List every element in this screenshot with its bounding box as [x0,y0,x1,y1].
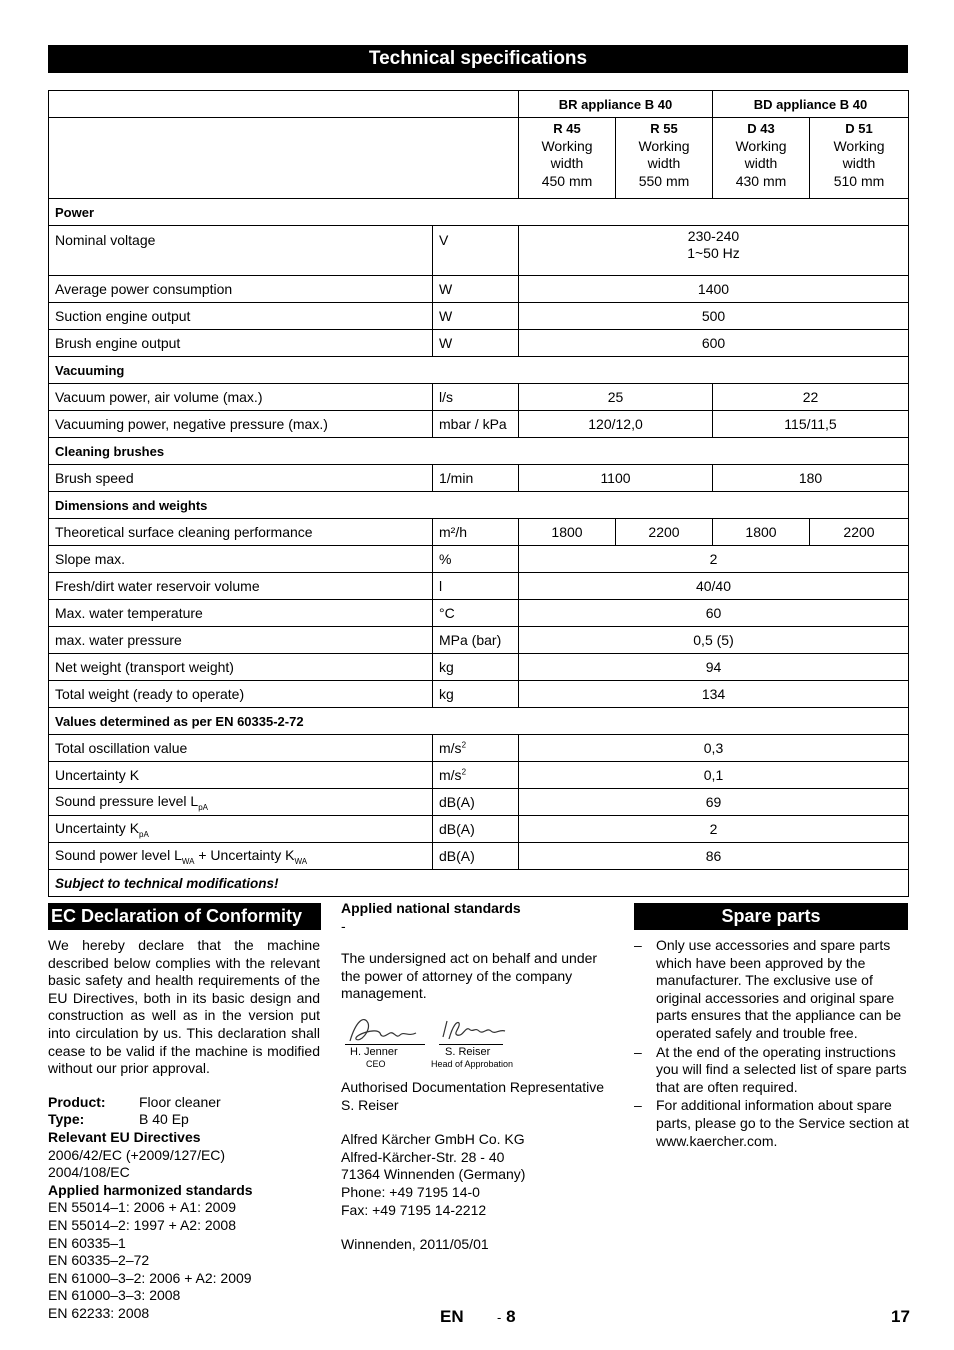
model-d43: D 43 Working width 430 mm [713,118,810,199]
spare-parts-heading: Spare parts [634,903,908,930]
model-r45: R 45 Working width 450 mm [519,118,616,199]
doc-rep-line1: Authorised Documentation Representative [341,1078,605,1095]
sig1-name: H. Jenner [350,1045,398,1058]
signature-column [341,900,619,1254]
footer-page-number: 17 [891,1307,910,1326]
doc-rep-line2: S. Reiser [341,1096,399,1113]
list-item: 2004/108/EC [48,1164,130,1181]
national-value: - [341,917,346,934]
section-row: Dimensions and weights [49,492,909,519]
type-value: B 40 Ep [139,1111,189,1128]
footer-page: - 8 [497,1307,516,1326]
model-d51: D 51 Working width 510 mm [810,118,909,199]
table-row [49,91,909,118]
place-date: Winnenden, 2011/05/01 [341,1236,489,1253]
table-row: Uncertainty $K_{pA}$ dB(A) 2 [49,816,909,843]
product-label: Product: [48,1093,106,1110]
list-item: EN 62233: 2008 [48,1304,150,1321]
table-row [49,118,909,199]
signature-reiser-icon [439,1015,509,1045]
signature-jenner-icon [346,1013,426,1047]
footer-language: EN [440,1307,464,1326]
list-item: – At the end of the operating instructions you will find a selected list of spare parts that are often required. [634,1044,909,1097]
table-row: Average power consumption W 1400 [49,276,909,303]
table-row: Nominal voltage V 230-240 1~50 Hz [49,226,909,276]
table-row: Vacuuming power, negative pressure (max.) mbar / kPa 120/12,0 115/11,5 [49,411,909,438]
address-line: 71364 Winnenden (Germany) [341,1166,526,1183]
spare-parts [634,937,909,1151]
table-row: Fresh/dirt water reservoir volume l 40/40 [49,573,909,600]
table-row: Vacuum power, air volume (max.) l/s 25 22 [49,384,909,411]
model-r55: R 55 Working width 550 mm [616,118,713,199]
table-row: Total weight (ready to operate) kg 134 [49,681,909,708]
signatures [341,1011,619,1067]
list-item: EN 55014–1: 2006 + A1: 2009 [48,1199,236,1216]
br-header: BR appliance B 40 [519,91,713,118]
section-row: Cleaning brushes [49,438,909,465]
national-label: Applied national standards [341,900,521,916]
table-row: max. water pressure MPa (bar) 0,5 (5) [49,627,909,654]
page-title: Technical specifications [48,45,908,73]
sig1-role: CEO [366,1058,386,1069]
table-row: Sound pressure level $L_{pA}$ dB(A) 69 [49,789,909,816]
address-line: Fax: +49 7195 14-2212 [341,1201,487,1218]
table-row: Net weight (transport weight) kg 94 [49,654,909,681]
address-line: Alfred Kärcher GmbH Co. KG [341,1131,525,1148]
list-item: EN 61000–3–3: 2008 [48,1287,181,1304]
table-row: Theoretical surface cleaning performance m²/h 1800 2200 1800 2200 [49,519,909,546]
list-item: EN 55014–2: 1997 + A2: 2008 [48,1216,236,1233]
table-row: Slope max. % 2 [49,546,909,573]
list-item: 2006/42/EC (+2009/127/EC) [48,1146,226,1163]
ec-declaration [48,937,320,1322]
harmonized-label: Applied harmonized standards [48,1181,253,1198]
list-item: – Only use accessories and spare parts which have been approved by the manufacturer. The exclusive use of original accessories and original spare parts ensures that the appliance can be operated safely and trouble free. [634,937,909,1043]
table-row: Uncertainty K $m/s^2$ 0,1 [49,762,909,789]
ec-heading: EC Declaration of Conformity [48,903,321,930]
table-row: Sound power level $L_{WA}$ + Uncertainty $K_{WA}$ dB(A) 86 [49,843,909,870]
bd-header: BD appliance B 40 [713,91,909,118]
list-item: EN 61000–3–2: 2006 + A2: 2009 [48,1269,252,1286]
table-row: Max. water temperature °C 60 [49,600,909,627]
address-line: Alfred-Kärcher-Str. 28 - 40 [341,1148,505,1165]
section-row: Values determined as per EN 60335-2-72 [49,708,909,735]
table-row: Brush engine output W 600 [49,330,909,357]
spec-table [48,90,909,897]
sig2-name: S. Reiser [445,1045,491,1058]
section-row: Vacuuming [49,357,909,384]
type-label: Type: [48,1111,85,1128]
sig2-role: Head of Approbation [431,1058,514,1069]
table-row: Subject to technical modifications! [49,870,909,897]
list-item: EN 60335–2–72 [48,1252,150,1269]
table-row: Brush speed 1/min 1100 180 [49,465,909,492]
list-item: EN 60335–1 [48,1234,126,1251]
table-row: Suction engine output W 500 [49,303,909,330]
list-item: – For additional information about spare parts, please go to the Service section at www.kaercher.com. [634,1097,909,1150]
undersigned-text: The undersigned act on behalf and under the power of attorney of the company management. [341,950,598,1002]
product-value: Floor cleaner [139,1093,221,1110]
section-row: Power [49,199,909,226]
address-line: Phone: +49 7195 14-0 [341,1183,480,1200]
table-row: Total oscillation value $m/s^2$ 0,3 [49,735,909,762]
ec-intro: We hereby declare that the machine described below complies with the relevant basic safety and health requirements of the EU Directives, both in its basic design and construction as well as in the version put into circulation by us. This declaration shall cease to be valid if the machine is modified without our prior approval. [48,937,320,1077]
directives-label: Relevant EU Directives [48,1128,201,1145]
